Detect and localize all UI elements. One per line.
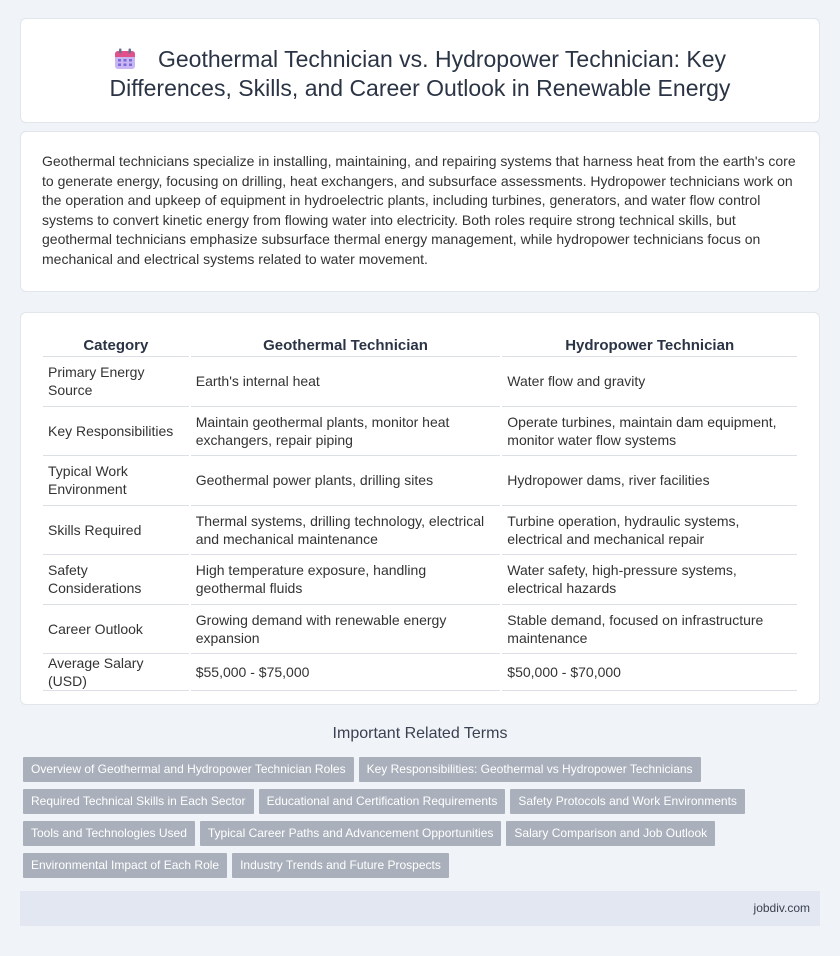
comparison-table (41, 331, 799, 691)
header-geothermal: Geothermal Technician (191, 331, 501, 357)
row-category: Skills Required (43, 506, 189, 556)
intro-card (20, 131, 820, 292)
footer-site-link[interactable]: jobdiv.com (753, 901, 810, 915)
table-row (43, 357, 797, 407)
row-geothermal: $55,000 - $75,000 (191, 654, 501, 691)
table-row (43, 456, 797, 506)
table-row (43, 605, 797, 655)
row-hydropower: Stable demand, focused on infrastructure maintenance (502, 605, 797, 655)
related-term-tag[interactable]: Educational and Certification Requirements (259, 789, 506, 814)
header-category: Category (43, 331, 189, 357)
tag-row (23, 789, 823, 821)
related-term-tag[interactable]: Industry Trends and Future Prospects (232, 853, 449, 878)
page-title (51, 45, 789, 103)
row-category: Safety Considerations (43, 555, 189, 605)
row-category: Key Responsibilities (43, 407, 189, 457)
table-header-row (43, 331, 797, 357)
table-row (43, 555, 797, 605)
row-geothermal: High temperature exposure, handling geothermal fluids (191, 555, 501, 605)
table-row (43, 506, 797, 556)
related-terms-list (23, 757, 823, 885)
related-terms-heading: Important Related Terms (332, 725, 508, 742)
related-term-tag[interactable]: Safety Protocols and Work Environments (510, 789, 745, 814)
related-term-tag[interactable]: Salary Comparison and Job Outlook (506, 821, 715, 846)
tag-row (23, 757, 823, 789)
related-term-tag[interactable]: Tools and Technologies Used (23, 821, 195, 846)
row-category: Primary Energy Source (43, 357, 189, 407)
table-row (43, 654, 797, 691)
row-geothermal: Earth's internal heat (191, 357, 501, 407)
row-hydropower: Water safety, high-pressure systems, electrical hazards (502, 555, 797, 605)
table-row (43, 407, 797, 457)
related-term-tag[interactable]: Overview of Geothermal and Hydropower Technician Roles (23, 757, 354, 782)
row-geothermal: Maintain geothermal plants, monitor heat exchangers, repair piping (191, 407, 501, 457)
footer (20, 891, 820, 926)
row-hydropower: Turbine operation, hydraulic systems, electrical and mechanical repair (502, 506, 797, 556)
header-hydropower: Hydropower Technician (502, 331, 797, 357)
row-geothermal: Geothermal power plants, drilling sites (191, 456, 501, 506)
calendar-icon (114, 48, 136, 70)
related-term-tag[interactable]: Environmental Impact of Each Role (23, 853, 227, 878)
row-hydropower: $50,000 - $70,000 (502, 654, 797, 691)
page-title-text: Geothermal Technician vs. Hydropower Technician: Key Differences, Skills, and Career Outlook in Renewable Energy (109, 46, 731, 101)
row-geothermal: Thermal systems, drilling technology, electrical and mechanical maintenance (191, 506, 501, 556)
related-term-tag[interactable]: Required Technical Skills in Each Sector (23, 789, 254, 814)
row-hydropower: Hydropower dams, river facilities (502, 456, 797, 506)
intro-paragraph: Geothermal technicians specialize in installing, maintaining, and repairing systems that harness heat from the earth's core to generate energy, focusing on drilling, heat exchangers, and subsurface assessments. Hydropower technicians work on the operation and upkeep of equipment in hydroelectric plants, including turbines, generators, and water flow control systems to convert kinetic energy from flowing water into electricity. Both roles require strong technical skills, but geothermal technicians emphasize subsurface thermal energy management, while hydropower technicians focus on mechanical and electrical systems related to water movement. (42, 153, 796, 267)
comparison-table-card (20, 312, 820, 705)
row-category: Typical Work Environment (43, 456, 189, 506)
header-card (20, 18, 820, 123)
row-geothermal: Growing demand with renewable energy expansion (191, 605, 501, 655)
tag-row (23, 821, 823, 853)
related-term-tag[interactable]: Typical Career Paths and Advancement Opportunities (200, 821, 502, 846)
row-category: Career Outlook (43, 605, 189, 655)
related-term-tag[interactable]: Key Responsibilities: Geothermal vs Hydropower Technicians (359, 757, 701, 782)
tag-row (23, 853, 823, 885)
row-category: Average Salary (USD) (43, 654, 189, 691)
row-hydropower: Water flow and gravity (502, 357, 797, 407)
row-hydropower: Operate turbines, maintain dam equipment, monitor water flow systems (502, 407, 797, 457)
